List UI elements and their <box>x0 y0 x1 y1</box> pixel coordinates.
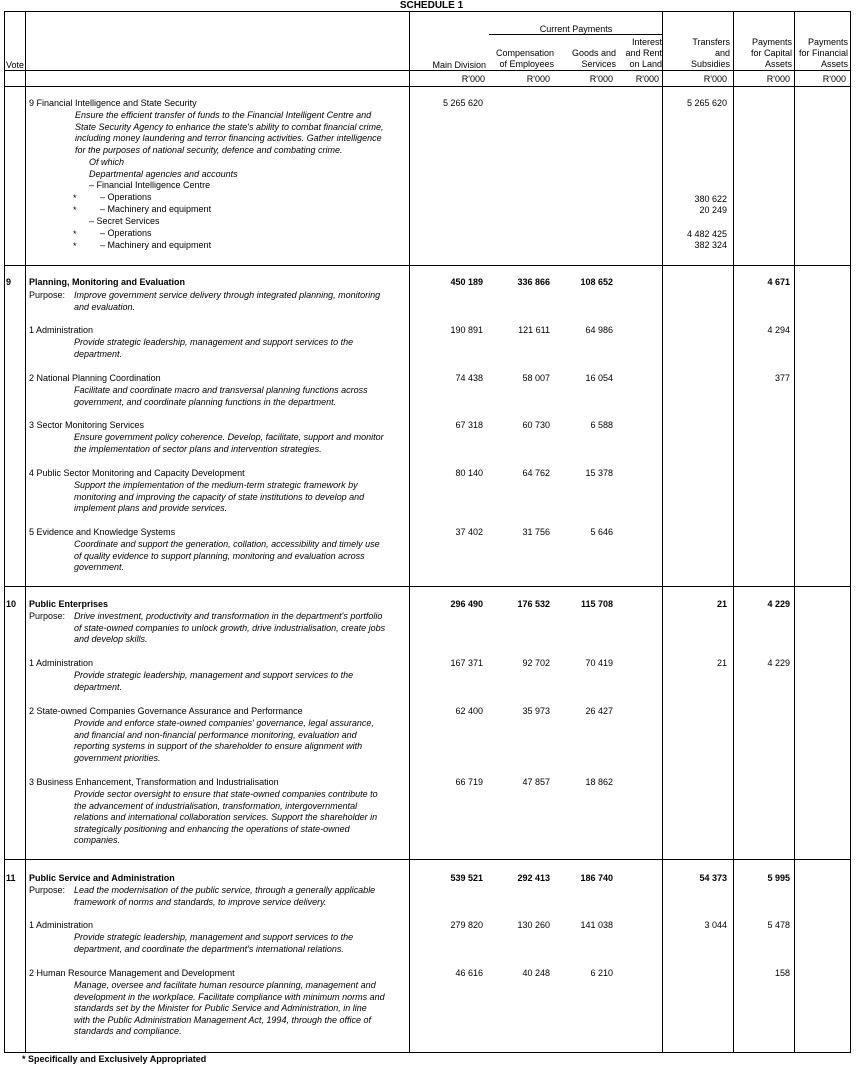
purpose-label: Purpose: <box>29 290 66 300</box>
header-text: Payments <box>807 37 848 47</box>
programme-title: 2 National Planning Coordination <box>29 373 161 383</box>
purpose-text: Drive investment, productivity and transformation in the department's portfolio <box>74 611 383 621</box>
capital-value: 158 <box>774 968 790 978</box>
programme-description: Ensure government policy coherence. Develop, facilitate, support and monitor <box>74 432 384 442</box>
vote-number: 9 <box>6 277 12 287</box>
main-value: 37 402 <box>455 527 483 537</box>
header-text: Interest <box>631 37 662 47</box>
transfers-value: 21 <box>716 658 727 668</box>
main-value: 450 189 <box>450 277 483 287</box>
programme-description: reporting systems in support of the shareholder to ensure alignment with <box>74 741 363 751</box>
ss-machinery-label: – Machinery and equipment <box>100 240 212 250</box>
comp-value: 292 413 <box>517 873 550 883</box>
programme-title: 3 Business Enhancement, Transformation and Industrialisation <box>29 777 279 787</box>
goods-value: 26 427 <box>585 706 613 716</box>
capital-value: 4 229 <box>767 599 790 609</box>
programme-description: the advancement of industrialisation, transformation, intergovernmental <box>74 800 358 811</box>
header-compensation <box>488 48 554 70</box>
star-marker: * <box>73 229 77 239</box>
goods-value: 5 646 <box>590 527 613 537</box>
transfers-value: 380 622 <box>694 194 727 204</box>
goods-value: 115 708 <box>580 599 613 609</box>
unit-label: R'000 <box>822 74 846 84</box>
comp-value: 60 730 <box>522 420 550 430</box>
programme-description: the implementation of sector plans and intervention strategies. <box>74 443 322 454</box>
unit-label: R'000 <box>589 74 613 84</box>
comp-value: 40 248 <box>522 968 550 978</box>
of-which-label: Of which <box>89 157 125 167</box>
star-marker: * <box>73 193 77 203</box>
capital-value: 377 <box>774 373 790 383</box>
unit-label: R'000 <box>766 74 790 84</box>
agencies-label: Departmental agencies and accounts <box>89 169 238 179</box>
transfers-value: 54 373 <box>699 873 727 883</box>
description-line: State Security Agency to enhance the state's ability to combat financial crime, <box>75 121 384 132</box>
capital-value: 5 995 <box>767 873 790 883</box>
vote-name: Public Service and Administration <box>29 873 175 883</box>
fic-machinery-label: – Machinery and equipment <box>100 204 212 214</box>
programme-description: of quality evidence to support planning, monitoring and evaluation across <box>74 550 365 561</box>
programme-description: government priorities. <box>74 752 161 763</box>
capital-value: 5 478 <box>767 920 790 930</box>
header-text: on Land <box>629 59 662 69</box>
comp-value: 176 532 <box>517 599 550 609</box>
programme-title: 4 Public Sector Monitoring and Capacity Development <box>29 468 245 478</box>
programme-description: Support the implementation of the medium-term strategic framework by <box>74 480 358 490</box>
programme-description: Provide strategic leadership, management and support services to the <box>74 670 354 680</box>
header-capital <box>734 37 792 70</box>
header-current-payments: Current Payments <box>539 24 613 34</box>
goods-value: 15 378 <box>585 468 613 478</box>
goods-value: 6 588 <box>590 420 613 430</box>
programme-title: 1 Administration <box>29 325 94 335</box>
programme-description: Provide sector oversight to ensure that state-owned companies contribute to <box>74 789 378 799</box>
main-value: 167 371 <box>450 658 483 668</box>
purpose-text: of state-owned companies to unlock growth, drive industrialisation, create jobs <box>74 622 386 633</box>
main-value: 74 438 <box>455 373 483 383</box>
goods-value: 64 986 <box>585 325 613 335</box>
capital-value: 4 229 <box>767 658 790 668</box>
programme-title: 2 State-owned Companies Governance Assurance and Performance <box>29 706 303 716</box>
ss-label: – Secret Services <box>89 216 160 226</box>
header-text: and <box>714 48 730 58</box>
programme-description: with the Public Administration Management Act, 1994, through the office of <box>74 1014 371 1025</box>
header-transfers <box>663 37 730 70</box>
programme-description: strategically positioning and enhancing the operations of state-owned <box>74 823 350 834</box>
programme-description: monitoring and improving the capacity of state institutions to develop and <box>74 491 365 502</box>
programme-title: 3 Sector Monitoring Services <box>29 420 145 430</box>
transfers-value: 21 <box>716 599 727 609</box>
programme-description: development in the workplace. Facilitate compliance with minimum norms and <box>74 991 385 1002</box>
vote-name: Planning, Monitoring and Evaluation <box>29 277 185 287</box>
programme-description: implement plans and provide services. <box>74 503 228 513</box>
transfers-value: 3 044 <box>704 920 727 930</box>
programme-description <box>75 110 384 156</box>
programme-description: Manage, oversee and facilitate human resource planning, management and <box>74 980 376 990</box>
programme-title: 1 Administration <box>29 920 94 930</box>
transfers-value: 20 249 <box>699 205 727 215</box>
goods-value: 6 210 <box>590 968 613 978</box>
programme-description: Provide strategic leadership, management and support services to the <box>74 932 354 942</box>
description-line: including money laundering and terror financing activities. Gather intelligence <box>75 133 382 143</box>
col-divider <box>662 11 663 1053</box>
programme-description: relations and international collaboration services. Support the shareholder in <box>74 812 378 822</box>
programme-title: 2 Human Resource Management and Development <box>29 968 235 978</box>
programme-description: standards and compliance. <box>74 1026 182 1036</box>
goods-value: 18 862 <box>585 777 613 787</box>
comp-value: 35 973 <box>522 706 550 716</box>
programme-title: 5 Evidence and Knowledge Systems <box>29 527 176 537</box>
programme-description: government, and coordinate planning functions in the department. <box>74 396 337 407</box>
purpose-text: and evaluation. <box>74 301 136 312</box>
header-text: Subsidies <box>690 59 730 69</box>
goods-value: 70 419 <box>585 658 613 668</box>
col-divider <box>794 11 795 1053</box>
section-divider <box>4 859 851 860</box>
section-divider <box>4 265 851 266</box>
section-divider <box>4 586 851 587</box>
transfers-value: 4 482 425 <box>686 229 727 239</box>
header-vote: Vote <box>6 60 25 70</box>
description-line: for the purposes of national security, defence and combating crime. <box>75 144 343 155</box>
main-division-value: 5 265 620 <box>442 98 483 108</box>
programme-description: Coordinate and support the generation, collation, accessibility and timely use <box>74 539 380 549</box>
purpose-text: Lead the modernisation of the public service, through a generally applicable <box>74 885 376 895</box>
comp-value: 31 756 <box>522 527 550 537</box>
goods-value: 16 054 <box>585 373 613 383</box>
comp-value: 336 866 <box>517 277 550 287</box>
fic-label: – Financial Intelligence Centre <box>89 180 211 190</box>
header-text: and Rent <box>625 48 662 58</box>
comp-value: 58 007 <box>522 373 550 383</box>
capital-value: 4 671 <box>767 277 790 287</box>
programme-description: companies. <box>74 835 121 845</box>
ss-operations-label: – Operations <box>100 228 152 238</box>
vote-name: Public Enterprises <box>29 599 109 609</box>
header-divider <box>4 86 851 87</box>
schedule-title: SCHEDULE 1 <box>399 0 464 11</box>
capital-value: 4 294 <box>767 325 790 335</box>
footnote: * Specifically and Exclusively Appropriated <box>22 1054 207 1064</box>
programme-description: department. <box>74 348 123 359</box>
purpose-label: Purpose: <box>29 885 66 895</box>
purpose-label: Purpose: <box>29 611 66 621</box>
goods-value: 108 652 <box>580 277 613 287</box>
header-text: for Financial <box>798 48 848 58</box>
programme-description: and financial and non-financial performance monitoring, evaluation and <box>74 729 357 740</box>
programme-description: Facilitate and coordinate macro and transversal planning functions across <box>74 385 368 395</box>
main-value: 296 490 <box>450 599 483 609</box>
main-value: 62 400 <box>455 706 483 716</box>
col-divider <box>25 11 26 1053</box>
star-marker: * <box>73 241 77 251</box>
goods-value: 186 740 <box>580 873 613 883</box>
main-value: 190 891 <box>450 325 483 335</box>
header-text: for Capital <box>750 48 792 58</box>
header-text: Services <box>581 59 616 69</box>
goods-value: 141 038 <box>580 920 613 930</box>
unit-label: R'000 <box>703 74 727 84</box>
programme-description: government. <box>74 562 125 572</box>
transfers-value: 5 265 620 <box>686 98 727 108</box>
unit-label: R'000 <box>635 74 659 84</box>
main-value: 67 318 <box>455 420 483 430</box>
programme-description: standards set by the Minister for Public Service and Administration, in line <box>74 1003 367 1013</box>
header-financial <box>795 37 848 70</box>
col-divider <box>733 11 734 1053</box>
purpose-text: Improve government service delivery through integrated planning, monitoring <box>74 290 381 300</box>
comp-value: 121 611 <box>518 325 550 335</box>
comp-value: 130 260 <box>517 920 550 930</box>
comp-value: 47 857 <box>522 777 550 787</box>
purpose-text: and develop skills. <box>74 634 148 644</box>
header-text: Assets <box>764 59 792 69</box>
main-value: 539 521 <box>450 873 483 883</box>
unit-label: R'000 <box>526 74 550 84</box>
programme-title: 1 Administration <box>29 658 94 668</box>
comp-value: 64 762 <box>522 468 550 478</box>
main-value: 80 140 <box>455 468 483 478</box>
programme-description: department. <box>74 681 123 692</box>
vote-number: 10 <box>6 599 17 609</box>
fic-operations-label: – Operations <box>100 192 152 202</box>
header-text: of Employees <box>499 59 554 69</box>
header-text: Compensation <box>495 48 554 58</box>
main-value: 46 616 <box>455 968 483 978</box>
header-text: Goods and <box>571 48 616 58</box>
comp-value: 92 702 <box>522 658 550 668</box>
programme-title: 9 Financial Intelligence and State Security <box>29 98 197 108</box>
programme-description: department, and coordinate the department's international relations. <box>74 943 344 954</box>
transfers-value: 382 324 <box>694 240 727 250</box>
description-line: Ensure the efficient transfer of funds to the Financial Intelligent Centre and <box>75 110 372 120</box>
main-value: 279 820 <box>450 920 483 930</box>
header-interest <box>616 37 662 70</box>
star-marker: * <box>73 205 77 215</box>
header-text: Assets <box>820 59 848 69</box>
header-main-division: Main Division <box>432 60 486 70</box>
vote-number: 11 <box>6 873 16 883</box>
header-text: Transfers <box>692 37 730 47</box>
programme-description: Provide and enforce state-owned companies' governance, legal assurance, <box>74 718 374 728</box>
purpose-text: framework of norms and standards, to improve service delivery. <box>74 896 327 907</box>
main-value: 66 719 <box>455 777 483 787</box>
header-goods <box>556 48 616 70</box>
unit-label: R'000 <box>461 74 485 84</box>
programme-description: Provide strategic leadership, management and support services to the <box>74 337 354 347</box>
header-text: Payments <box>751 37 792 47</box>
